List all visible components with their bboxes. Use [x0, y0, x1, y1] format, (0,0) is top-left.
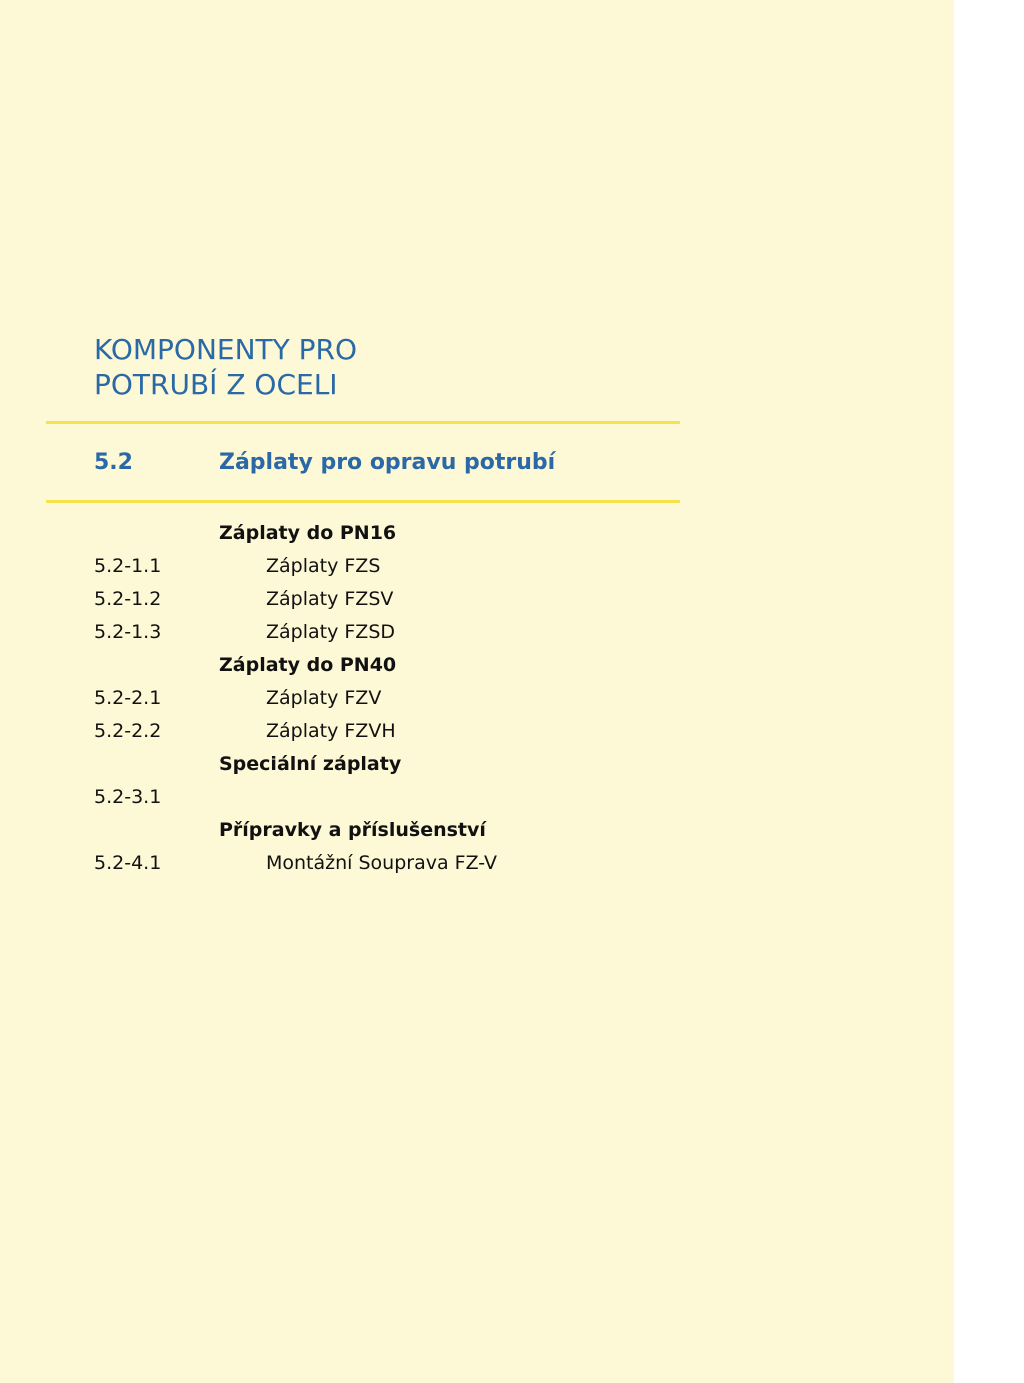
toc-item [94, 617, 674, 650]
section-number: 5.2 [94, 450, 133, 475]
document-title-line-2: POTRUBÍ Z OCELI [94, 368, 338, 401]
toc-code: 5.2-2.2 [94, 720, 162, 742]
toc-group-heading [94, 815, 674, 848]
toc-code: 5.2-1.2 [94, 588, 162, 610]
toc-label: Speciální záplaty [219, 753, 402, 775]
toc-code: 5.2-3.1 [94, 786, 162, 808]
toc-label: Záplaty do PN40 [219, 654, 397, 676]
toc-label: Záplaty FZS [266, 555, 381, 577]
document-title-line-1: KOMPONENTY PRO [94, 333, 358, 366]
toc-group-heading [94, 650, 674, 683]
toc-code: 5.2-1.3 [94, 621, 162, 643]
toc-label: Záplaty FZSV [266, 588, 394, 610]
toc-item [94, 782, 674, 815]
section-heading [94, 448, 674, 478]
toc-code: 5.2-2.1 [94, 687, 162, 709]
section-divider-bottom [46, 500, 680, 503]
toc-item [94, 848, 674, 881]
toc-group-heading [94, 518, 674, 551]
toc-label: Záplaty FZV [266, 687, 382, 709]
toc-item [94, 551, 674, 584]
table-of-contents [94, 518, 674, 881]
toc-label: Přípravky a příslušenství [219, 819, 486, 841]
section-divider-top [46, 421, 680, 424]
toc-label: Montážní Souprava FZ-V [266, 852, 498, 874]
toc-label: Záplaty do PN16 [219, 522, 397, 544]
toc-item [94, 683, 674, 716]
toc-item [94, 716, 674, 749]
toc-group-heading [94, 749, 674, 782]
toc-code: 5.2-1.1 [94, 555, 162, 577]
toc-label: Záplaty FZVH [266, 720, 396, 742]
toc-label: Záplaty FZSD [266, 621, 396, 643]
toc-item [94, 584, 674, 617]
toc-code: 5.2-4.1 [94, 852, 162, 874]
section-title: Záplaty pro opravu potrubí [219, 450, 556, 475]
document-title [94, 332, 357, 402]
